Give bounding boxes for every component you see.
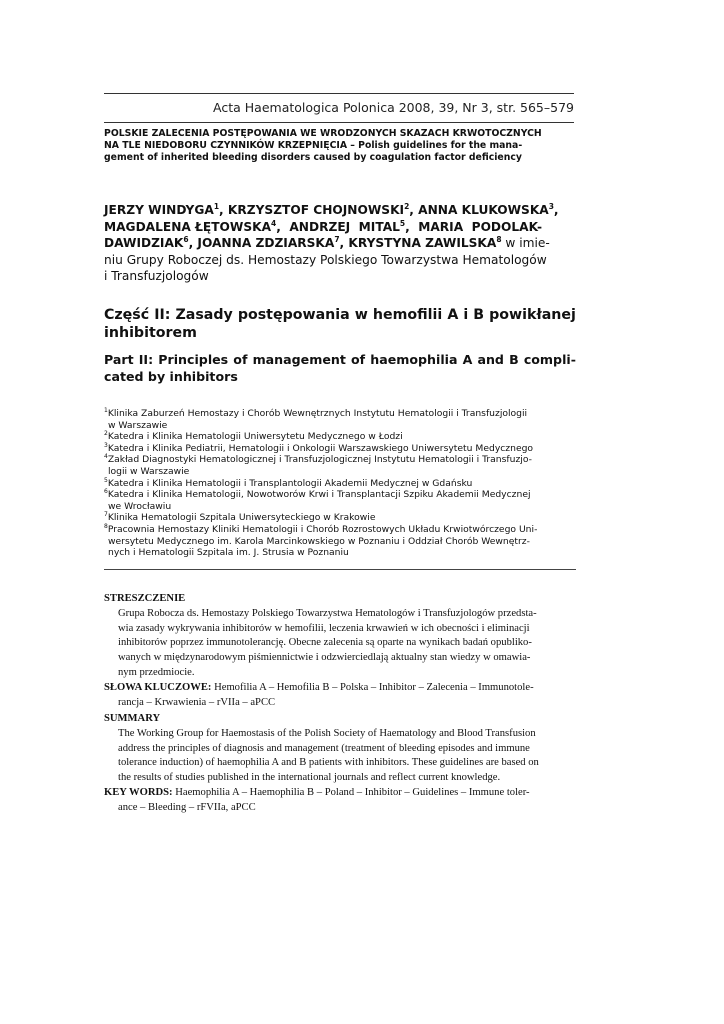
abstract-line: The Working Group for Haemostasis of the Polish Society of Haematology and Blood Transfusion: [118, 727, 536, 739]
affiliation-number: 7: [104, 511, 108, 519]
title-word: Zasady: [175, 307, 233, 323]
affiliation-text: wersytetu Medycznego im. Karola Marcinkowskiego w Poznaniu i Oddział Chorób Wewnętrz-: [108, 535, 530, 547]
abstract-line: inhibitorów poprzez immunotolerancję. Obecne zalecenia są oparte na wynikach badań opubliko-: [118, 637, 532, 649]
keywords-text: Hemofilia A – Hemofilia B – Polska – Inhibitor – Zalecenia – Immunotole-: [211, 681, 534, 693]
keywords-line: ance – Bleeding – rFVIIa, aPCC: [118, 801, 256, 813]
journal-citation: Acta Haematologica Polonica 2008, 39, Nr 3, str. 565–579: [213, 100, 574, 115]
affiliation-text: we Wrocławiu: [108, 500, 172, 512]
affiliations: [104, 408, 576, 559]
affiliation-line: [104, 443, 576, 455]
affiliation-line: [104, 489, 576, 501]
title-word: A: [447, 307, 459, 323]
affiliation-number: 6: [104, 488, 108, 496]
title-word: B: [509, 352, 519, 367]
paper-title-polish: [104, 306, 576, 342]
title-word: II:: [154, 307, 171, 323]
title-word: Principles: [158, 352, 229, 367]
title-word: hemofilii: [372, 307, 443, 323]
keywords-label: SŁOWA KLUCZOWE:: [104, 681, 212, 693]
affiliation-line: [104, 501, 576, 513]
affiliation-text: Pracownia Hemostazy Kliniki Hematologii i Chorób Rozrostowych Układu Krwiotwórczego Uni-: [107, 523, 538, 535]
title-word: II:: [138, 352, 154, 367]
author-name: MAGDALENA ŁĘTOWSKA: [104, 219, 272, 234]
keywords-label: KEY WORDS:: [104, 786, 173, 798]
title-word: powikłanej: [489, 307, 576, 323]
affiliation-line: [104, 524, 576, 536]
keywords-line: [104, 786, 560, 801]
affiliation-text: Katedra i Klinika Hematologii Uniwersytetu Medycznego w Łodzi: [107, 431, 403, 443]
title-word: of: [350, 352, 366, 367]
affiliation-number: 2: [104, 430, 108, 438]
series-title-line: gement of inherited bleeding disorders caused by coagulation factor deficiency: [104, 152, 522, 163]
abstract-line: address the principles of diagnosis and management (treatment of bleeding episodes and immune: [118, 742, 530, 754]
abstract-line: the results of studies published in the international journals and reflect current knowledge.: [118, 772, 501, 784]
affiliation-marker: 4: [271, 218, 277, 228]
title-word: A: [462, 352, 473, 367]
title-word: Part: [104, 352, 134, 367]
author-name: , KRYSTYNA ZAWILSKA: [339, 236, 497, 250]
header-rule-bottom: [104, 122, 574, 123]
title-word: of: [233, 352, 248, 367]
author-name: , JOANNA ZDZIARSKA: [188, 236, 335, 250]
header-rule-top: [104, 93, 574, 94]
author-group-text: w imie-: [501, 236, 550, 250]
affiliation-text: Klinika Zaburzeń Hemostazy i Chorób Wewnętrznych Instytutu Hematologii i Transfuzjologii: [107, 408, 528, 419]
abstract-polish: [104, 592, 560, 710]
affiliation-number: 8: [104, 522, 108, 530]
series-title-line: NA TLE NIEDOBORU CZYNNIKÓW KRZEPNIĘCIA – Polish guidelines for the mana-: [104, 140, 523, 151]
title-line: cated by inhibitors: [104, 369, 238, 384]
affiliation-text: Katedra i Klinika Hematologii i Transplantologii Akademii Medycznej w Gdańsku: [107, 477, 473, 489]
title-word: postępowania: [237, 307, 350, 323]
affiliation-text: w Warszawie: [108, 419, 168, 431]
affiliation-line: [104, 466, 576, 478]
affiliation-marker: 3: [548, 201, 554, 211]
title-line: inhibitorem: [104, 325, 197, 341]
author-name: , KRZYSZTOF CHOJNOWSKI: [219, 203, 405, 217]
title-line: [104, 351, 576, 368]
author-line: [104, 235, 576, 252]
title-word: i: [463, 307, 469, 323]
author-name: , MARIA PODOLAK-: [405, 219, 543, 234]
affiliation-marker: 1: [213, 201, 220, 211]
affiliation-marker: 7: [334, 234, 340, 244]
affiliation-text: nych i Hematologii Szpitala im. J. Strusia w Poznaniu: [108, 547, 349, 559]
affiliation-line: [104, 454, 576, 466]
affiliation-text: Katedra i Klinika Hematologii, Nowotworów Krwi i Transplantacji Szpiku Akademii Medycznej: [107, 489, 531, 501]
keywords-line: [104, 681, 560, 696]
affiliation-number: 3: [104, 441, 108, 449]
author-list: [104, 202, 576, 285]
affiliation-number: 5: [104, 476, 108, 484]
affiliation-text: Klinika Hematologii Szpitala Uniwersyteckiego w Krakowie: [107, 512, 376, 524]
keywords-line: rancja – Krwawienia – rVIIa – aPCC: [118, 696, 276, 708]
abstract-english: [104, 712, 560, 816]
affiliations-rule: [104, 569, 576, 570]
affiliation-number: 4: [104, 453, 108, 461]
author-name: JERZY WINDYGA: [104, 203, 214, 217]
series-title: [104, 128, 574, 164]
abstract-line: wia zasady wykrywania inhibitorów w hemofilii, leczenia krwawień w ich obecności i eliminacji: [118, 622, 530, 634]
affiliation-marker: 2: [404, 201, 410, 211]
keywords-text: Haemophilia A – Haemophilia B – Poland – Inhibitor – Guidelines – Immune toler-: [172, 786, 530, 798]
paper-title-english: [104, 351, 576, 385]
abstract-line: tolerance induction) of haemophilia A and B patients with inhibitors. These guidelines are based on: [118, 757, 539, 769]
affiliation-marker: 6: [183, 234, 189, 244]
affiliation-marker: 8: [496, 234, 502, 244]
affiliation-text: Katedra i Klinika Pediatrii, Hematologii i Onkologii Warszawskiego Uniwersytetu Medycznego: [107, 442, 534, 454]
affiliation-line: [104, 536, 576, 548]
title-word: w: [354, 307, 368, 323]
author-line: [104, 219, 576, 236]
affiliation-line: [104, 408, 576, 420]
title-line: [104, 306, 576, 324]
abstract-line: nym przedmiocie.: [118, 666, 195, 678]
author-group-text: i Transfuzjologów: [104, 269, 209, 283]
author-name: , ANDRZEJ MITAL: [276, 219, 400, 234]
author-group-text: niu Grupy Roboczej ds. Hemostazy Polskiego Towarzystwa Hematologów: [104, 252, 547, 267]
author-name: DAWIDZIAK: [104, 236, 184, 250]
affiliation-line: [104, 478, 576, 490]
title-word: B: [473, 307, 485, 323]
affiliation-line: [104, 431, 576, 443]
section-heading: SUMMARY: [104, 713, 161, 724]
abstract-line: wanych w międzynarodowym piśmiennictwie i odzwierciedlają aktualny stan wiedzy w omawia-: [118, 652, 531, 664]
affiliation-line: [104, 512, 576, 524]
affiliation-text: Zakład Diagnostyki Hematologicznej i Transfuzjologicznej Instytutu Hematologii i Transfuzjo-: [107, 454, 532, 466]
title-word: Część: [104, 307, 150, 323]
title-word: haemophilia: [370, 352, 458, 367]
author-name: , ANNA KLUKOWSKA: [409, 203, 549, 217]
title-word: and: [477, 352, 504, 367]
affiliation-line: [104, 547, 576, 559]
abstract-line: Grupa Robocza ds. Hemostazy Polskiego Towarzystwa Hematologów i Transfuzjologów przedsta-: [118, 607, 537, 619]
section-heading: STRESZCZENIE: [104, 593, 186, 604]
title-word: management: [252, 352, 346, 367]
author-line: [104, 202, 576, 219]
affiliation-number: 1: [104, 406, 108, 414]
title-word: compli-: [523, 352, 576, 367]
affiliation-line: [104, 420, 576, 432]
affiliation-marker: 5: [399, 218, 406, 228]
affiliation-text: logii w Warszawie: [108, 465, 190, 477]
author-separator: ,: [553, 203, 559, 217]
series-title-line: POLSKIE ZALECENIA POSTĘPOWANIA WE WRODZONYCH SKAZACH KRWOTOCZNYCH: [104, 128, 542, 139]
